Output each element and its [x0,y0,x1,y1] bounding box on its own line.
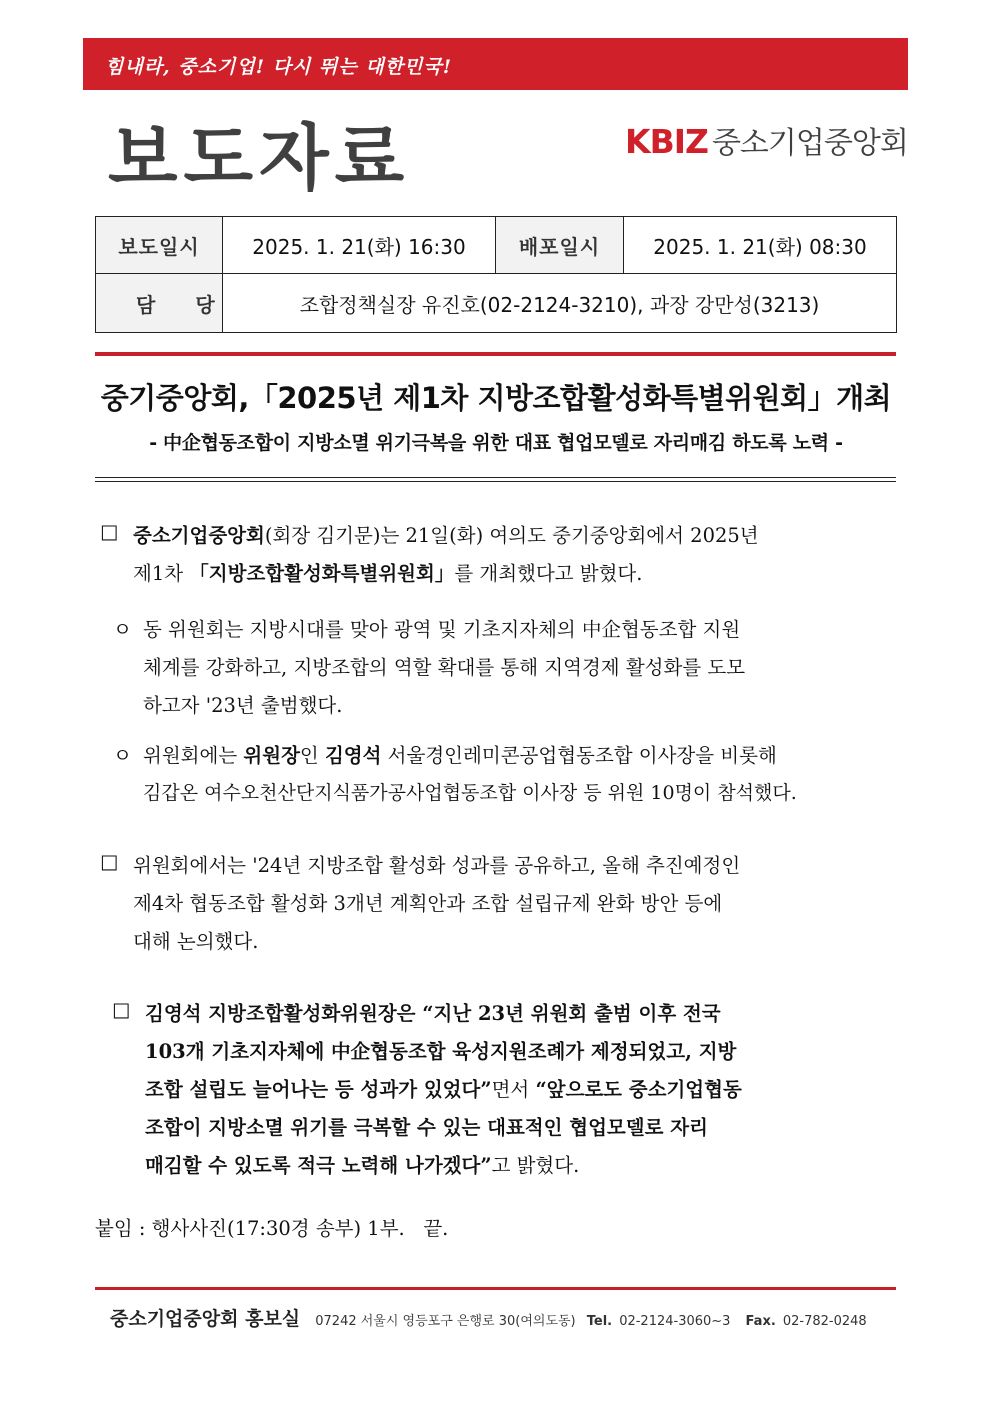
p1-line2: 제1차 「지방조합활성화특별위원회」를 개최했다고 밝혔다. [133,562,643,585]
headline: 중기중앙회,「2025년 제1차 지방조합활성화특별위원회」개최 [100,381,892,415]
subheadline: - 中企협동조합이 지방소멸 위기극복을 위한 대표 협업모델로 자리매김 하도록 노력 - [149,432,843,454]
slogan-banner [83,38,908,90]
release-info-table [95,216,897,333]
document-title: 보도자료 [108,116,411,200]
distribution-time-label: 배포일시 [496,217,624,274]
p1b-line2: 김갑온 여수오천산단지식품가공사업협동조합 이사장 등 위원 10명이 참석했다. [143,782,797,804]
footer-fax-label: Fax. [745,1314,776,1329]
p2-line2: 제4차 협동조합 활성화 3개년 계획안과 조합 설립규제 완화 방안 등에 [133,892,723,915]
logo-mark: KBIZ [625,122,708,161]
slogan-text: 힘내라, 중소기업! 다시 뛰는 대한민국! [105,56,453,78]
title-divider [95,477,896,482]
footer-address: 07242 서울시 영등포구 은행로 30(여의도동) [315,1314,576,1329]
p3-line3: 조합 설립도 늘어나는 등 성과가 있었다”면서 “앞으로도 중소기업협동 [145,1078,742,1101]
footer-tel: 02-2124-3060~3 [619,1314,731,1329]
footer-org: 중소기업중앙회 홍보실 [110,1308,301,1330]
footer-divider [95,1287,896,1290]
p3-line2: 103개 기초지자체에 中企협동조합 육성지원조례가 제정되었고, 지방 [145,1040,737,1063]
p1b-line1: 위원회에는 위원장인 김영석 서울경인레미콘공업협동조합 이사장을 비롯해 [143,744,777,767]
p3-line1: 김영석 지방조합활성화위원장은 “지난 23년 위원회 출범 이후 전국 [145,1002,721,1025]
attachment-note: 붙임 : 행사사진(17:30경 송부) 1부. 끝. [95,1217,449,1240]
p3-line5: 매김할 수 있도록 적극 노력해 나가겠다”고 밝혔다. [145,1154,580,1177]
p1a-line1: 동 위원회는 지방시대를 맞아 광역 및 기초지자체의 中企협동조합 지원 [143,618,741,641]
contact-label: 담당 [96,274,223,333]
p3-line4: 조합이 지방소멸 위기를 극복할 수 있는 대표적인 협업모델로 자리 [145,1116,708,1139]
release-time-value: 2025. 1. 21(화) 16:30 [223,217,496,274]
footer [110,1304,867,1331]
p1-line1: 중소기업중앙회(회장 김기문)는 21일(화) 여의도 중기중앙회에서 2025년 [133,524,759,547]
footer-tel-label: Tel. [586,1314,613,1329]
p2-line1: 위원회에서는 '24년 지방조합 활성화 성과를 공유하고, 올해 추진예정인 [133,854,741,877]
square-bullet: □ [100,850,119,873]
contact-value: 조합정책실장 유진호(02-2124-3210), 과장 강만성(3213) [223,274,897,333]
distribution-time-value: 2025. 1. 21(화) 08:30 [624,217,897,274]
p1a-line3: 하고자 '23년 출범했다. [143,694,343,717]
header-divider [95,352,896,356]
square-bullet: □ [112,998,131,1021]
p1a-line2: 체계를 강화하고, 지방조합의 역할 확대를 통해 지역경제 활성화를 도모 [143,656,746,679]
square-bullet: □ [100,520,119,543]
kbiz-logo [625,118,908,162]
circle-bullet: ㅇ [113,618,132,641]
logo-text: 중소기업중앙회 [711,126,908,161]
release-time-label: 보도일시 [96,217,223,274]
footer-fax: 02-782-0248 [782,1314,867,1329]
circle-bullet: ㅇ [113,744,132,767]
p2-line3: 대해 논의했다. [133,930,259,953]
